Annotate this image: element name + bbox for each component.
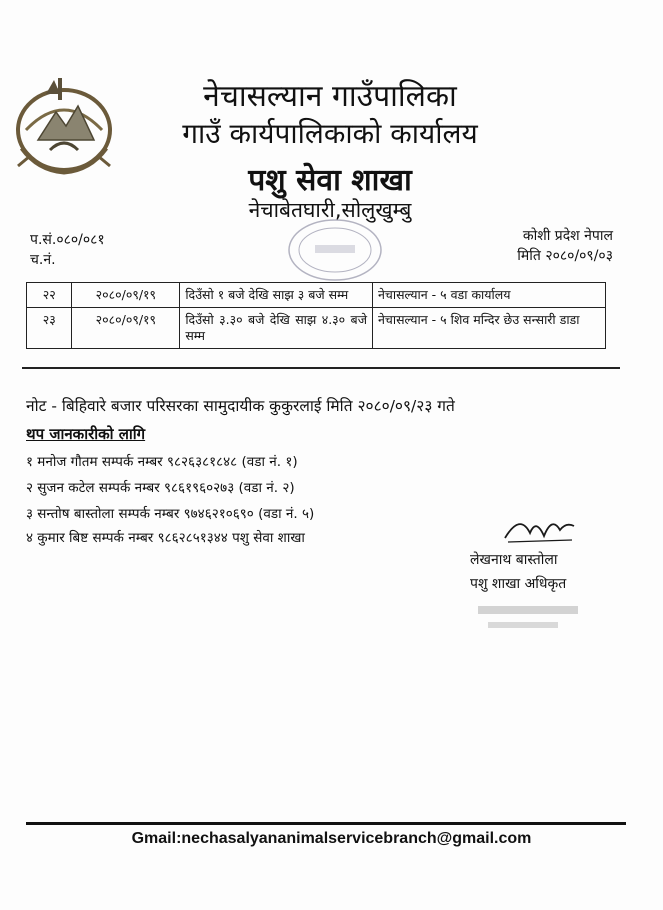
serial-number: २२ — [27, 283, 72, 308]
vaccination-schedule-table — [26, 282, 606, 349]
schedule-place: नेचासल्यान - ५ शिव मन्दिर छेउ सन्सारी डाडा — [372, 308, 605, 349]
contact-item: ४ कुमार बिष्ट सम्पर्क नम्बर ९८६२८५१३४४ पशु सेवा शाखा — [26, 530, 305, 546]
office-address: नेचाबेतघारी,सोलुखुम्बु — [248, 198, 412, 222]
schedule-date: २०८०/०९/१९ — [72, 308, 180, 349]
signer-title: पशु शाखा अधिकृत — [470, 576, 567, 592]
office-name: गाउँ कार्यपालिकाको कार्यालय — [182, 117, 478, 150]
schedule-date: २०८०/०९/१९ — [72, 283, 180, 308]
table-row — [27, 283, 606, 308]
more-info-heading: थप जानकारीको लागि — [26, 425, 146, 443]
letter-number: प.सं.०८०/०८१ — [30, 232, 105, 248]
divider — [22, 367, 620, 369]
schedule-time: दिउँसो ३.३० बजे देखि साझ ४.३० बजे सम्म — [180, 308, 373, 349]
table-row — [27, 308, 606, 349]
letter-date: मिति २०८०/०९/०३ — [517, 248, 613, 264]
footer-rule — [26, 822, 626, 825]
footer-email: Gmail:nechasalyananimalservicebranch@gmail.com — [131, 830, 532, 847]
contact-item: २ सुजन कटेल सम्पर्क नम्बर ९८६१९६०२७३ (वडा नं. २) — [26, 480, 295, 496]
schedule-place: नेचासल्यान - ५ वडा कार्यालय — [372, 283, 605, 308]
province-name: कोशी प्रदेश नेपाल — [522, 228, 613, 244]
signature — [500, 508, 580, 548]
schedule-time: दिउँसो १ बजे देखि साझ ३ बजे सम्म — [180, 283, 373, 308]
branch-name: पशु सेवा शाखा — [248, 163, 412, 198]
nepal-emblem-icon — [8, 70, 120, 180]
municipality-name: नेचासल्यान गाउँपालिका — [203, 79, 457, 114]
contact-item: १ मनोज गौतम सम्पर्क नम्बर ९८२६३८१८४८ (वडा नं. १) — [26, 454, 298, 470]
dispatch-number: च.नं. — [30, 252, 56, 268]
serial-number: २३ — [27, 308, 72, 349]
contact-item: ३ सन्तोष बास्तोला सम्पर्क नम्बर ९७४६२१०६९० (वडा नं. ५) — [26, 506, 315, 522]
note-text: नोट - बिहिवारे बजार परिसरका सामुदायीक कुकुरलाई मिति २०८०/०९/२३ गते — [26, 397, 455, 415]
office-stamp — [285, 215, 385, 285]
faint-stamp-mark — [472, 600, 592, 640]
signer-name: लेखनाथ बास्तोला — [470, 552, 558, 568]
